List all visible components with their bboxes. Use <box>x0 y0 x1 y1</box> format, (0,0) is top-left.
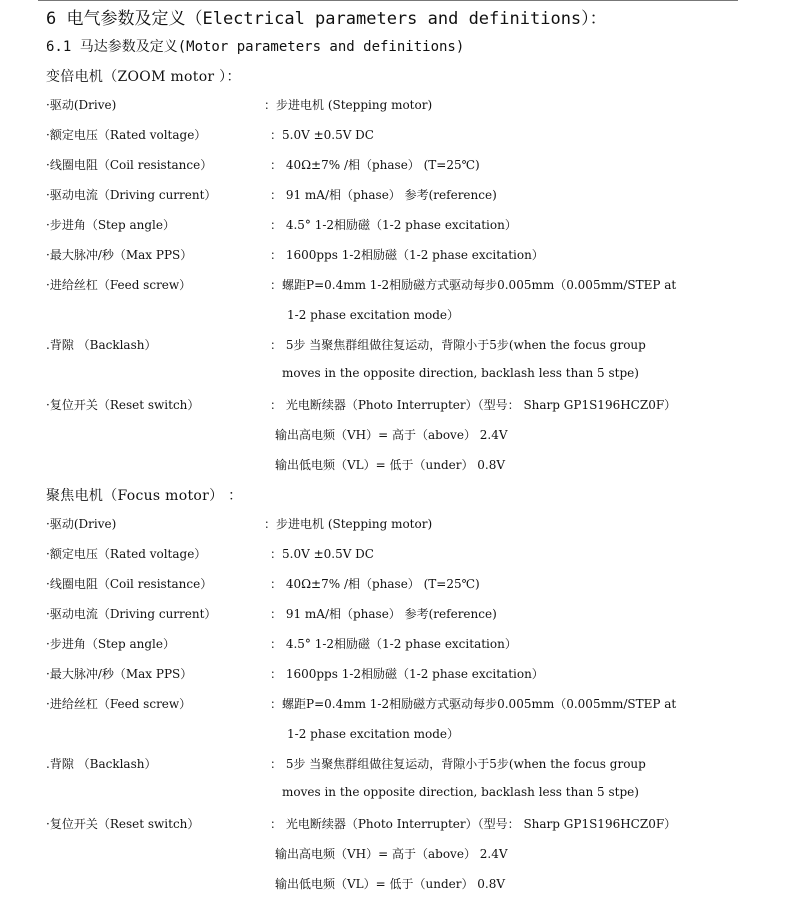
zoom-reset-value: ： 光电断续器（Photo Interrupter）（型号： Sharp GP1S196HCZ0F） <box>270 398 677 412</box>
zoom-reset-vl: 输出低电频（VL）= 低于（under） 0.8V <box>275 458 506 472</box>
focus-current-value: ： 91 mA/相（phase） 参考(reference) <box>270 607 497 621</box>
zoom-screw-label: ·进给丝杠（Feed screw） <box>46 278 192 292</box>
focus-pps-label: ·最大脉冲/秒（Max PPS） <box>46 667 193 681</box>
focus-screw-value: ：螺距P=0.4mm 1-2相励磁方式驱动每步0.005mm（0.005mm/STEP at <box>270 697 677 711</box>
focus-pps-value: ： 1600pps 1-2相励磁（1-2 phase excitation） <box>270 667 544 681</box>
zoom-reset-vh: 输出高电频（VH）= 高于（above） 2.4V <box>275 428 508 442</box>
focus-screw-value-cont: 1-2 phase excitation mode） <box>287 727 459 741</box>
focus-reset-vh: 输出高电频（VH）= 高于（above） 2.4V <box>275 847 508 861</box>
focus-step-value: ： 4.5° 1-2相励磁（1-2 phase excitation） <box>270 637 517 651</box>
zoom-motor-title: 变倍电机（ZOOM motor ）： <box>46 69 241 85</box>
focus-drive-label: ·驱动(Drive) <box>46 517 117 531</box>
focus-voltage-value: ：5.0V ±0.5V DC <box>270 547 374 561</box>
subsection-title: 6.1 马达参数及定义(Motor parameters and definitions) <box>46 39 465 55</box>
zoom-coil-value: ： 40Ω±7% /相（phase） (T=25℃) <box>270 158 480 172</box>
zoom-step-label: ·步进角（Step angle） <box>46 218 175 232</box>
focus-coil-value: ： 40Ω±7% /相（phase） (T=25℃) <box>270 577 480 591</box>
focus-backlash-value: ： 5步 当聚焦群组做往复运动，背隙小于5步(when the focus group <box>270 757 646 771</box>
focus-backlash-label: .背隙 （Backlash） <box>46 757 157 771</box>
section-title: 6 电气参数及定义（Electrical parameters and definitions）： <box>46 9 607 29</box>
zoom-current-value: ： 91 mA/相（phase） 参考(reference) <box>270 188 497 202</box>
focus-drive-value: ：步进电机 (Stepping motor) <box>264 517 433 531</box>
zoom-voltage-label: ·额定电压（Rated voltage） <box>46 128 207 142</box>
zoom-pps-label: ·最大脉冲/秒（Max PPS） <box>46 248 193 262</box>
zoom-current-label: ·驱动电流（Driving current） <box>46 188 217 202</box>
focus-backlash-value-cont: moves in the opposite direction, backlash less than 5 stpe) <box>282 785 639 799</box>
zoom-backlash-value-cont: moves in the opposite direction, backlash less than 5 stpe) <box>282 366 639 380</box>
zoom-screw-value: ：螺距P=0.4mm 1-2相励磁方式驱动每步0.005mm（0.005mm/STEP at <box>270 278 677 292</box>
page-top-rule <box>38 0 738 1</box>
zoom-voltage-value: ：5.0V ±0.5V DC <box>270 128 374 142</box>
focus-voltage-label: ·额定电压（Rated voltage） <box>46 547 207 561</box>
focus-step-label: ·步进角（Step angle） <box>46 637 175 651</box>
focus-reset-vl: 输出低电频（VL）= 低于（under） 0.8V <box>275 877 506 891</box>
focus-screw-label: ·进给丝杠（Feed screw） <box>46 697 192 711</box>
focus-reset-value: ： 光电断续器（Photo Interrupter）（型号： Sharp GP1S196HCZ0F） <box>270 817 677 831</box>
zoom-screw-value-cont: 1-2 phase excitation mode） <box>287 308 459 322</box>
zoom-backlash-value: ： 5步 当聚焦群组做往复运动，背隙小于5步(when the focus group <box>270 338 646 352</box>
zoom-coil-label: ·线圈电阻（Coil resistance） <box>46 158 213 172</box>
zoom-backlash-label: .背隙 （Backlash） <box>46 338 157 352</box>
focus-coil-label: ·线圈电阻（Coil resistance） <box>46 577 213 591</box>
zoom-reset-label: ·复位开关（Reset switch） <box>46 398 200 412</box>
zoom-drive-label: ·驱动(Drive) <box>46 98 117 112</box>
zoom-pps-value: ： 1600pps 1-2相励磁（1-2 phase excitation） <box>270 248 544 262</box>
focus-motor-title: 聚焦电机（Focus motor） ： <box>46 488 243 504</box>
zoom-step-value: ： 4.5° 1-2相励磁（1-2 phase excitation） <box>270 218 517 232</box>
focus-current-label: ·驱动电流（Driving current） <box>46 607 217 621</box>
focus-reset-label: ·复位开关（Reset switch） <box>46 817 200 831</box>
zoom-drive-value: ：步进电机 (Stepping motor) <box>264 98 433 112</box>
